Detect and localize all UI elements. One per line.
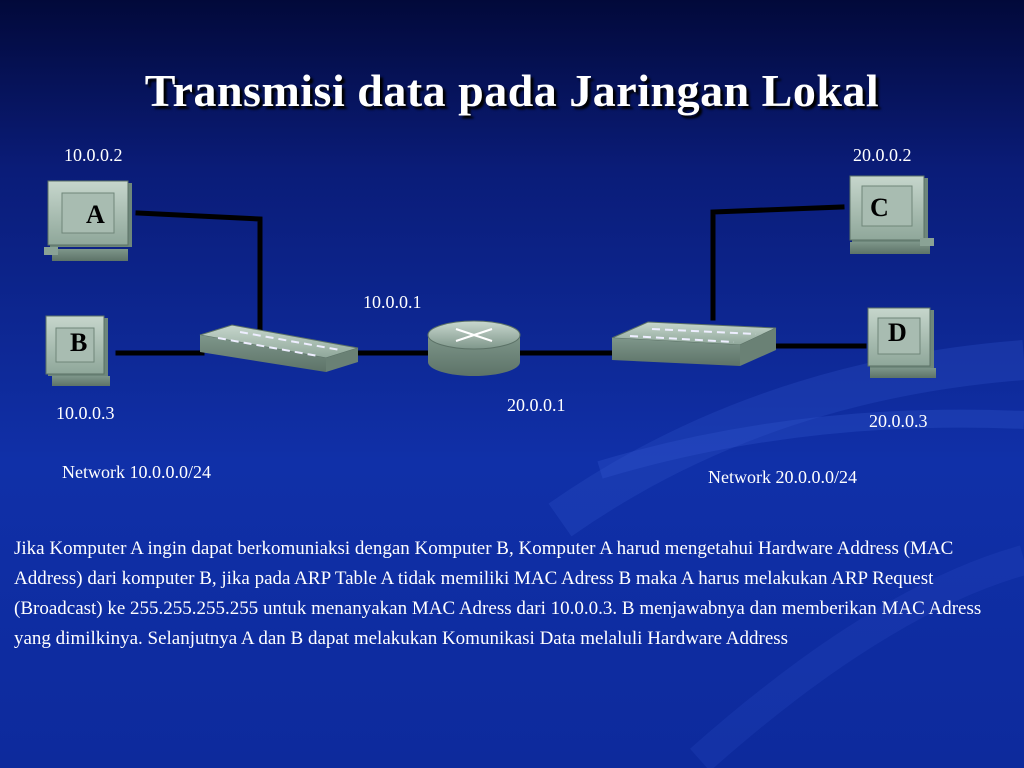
ip-label-b: 10.0.0.3 — [56, 403, 115, 423]
network-label-right: Network 20.0.0.0/24 — [708, 467, 857, 487]
host-letter-d: D — [888, 318, 907, 347]
computer-c[interactable] — [850, 176, 934, 254]
host-letter-a: A — [86, 200, 105, 229]
ip-label-router-right: 20.0.0.1 — [507, 395, 566, 415]
cable-a-switch1 — [138, 213, 260, 330]
router-icon[interactable] — [428, 321, 520, 376]
ip-label-router-left: 10.0.0.1 — [363, 292, 422, 312]
host-letter-b: B — [70, 328, 88, 357]
ip-label-d: 20.0.0.3 — [869, 411, 928, 431]
host-letter-c: C — [870, 193, 889, 222]
ip-label-a: 10.0.0.2 — [64, 145, 123, 165]
switch-icon-left[interactable] — [200, 325, 358, 372]
description-text: Jika Komputer A ingin dapat berkomuniaksi dengan Komputer B, Komputer A harud mengetahui Hardware Address (MAC Address) dari komputer B, jika pada ARP Table A tidak memiliki MAC Adress B maka A harus melakukan ARP Request (Broadcast) ke 255.255.255.255 untuk menanyakan MAC Adress dari 10.0.0.3. B menjawabnya dan memberikan MAC Adress yang dimilkinya. Selanjutnya A dan B dapat melakukan Komunikasi Data melaluli Hardware Address — [14, 538, 982, 649]
network-label-left: Network 10.0.0.0/24 — [62, 462, 211, 482]
switch-icon-right[interactable] — [612, 322, 776, 366]
slide-title: Transmisi data pada Jaringan Lokal — [144, 65, 880, 116]
cable-switch2-c — [713, 207, 842, 318]
ip-label-c: 20.0.0.2 — [853, 145, 912, 165]
